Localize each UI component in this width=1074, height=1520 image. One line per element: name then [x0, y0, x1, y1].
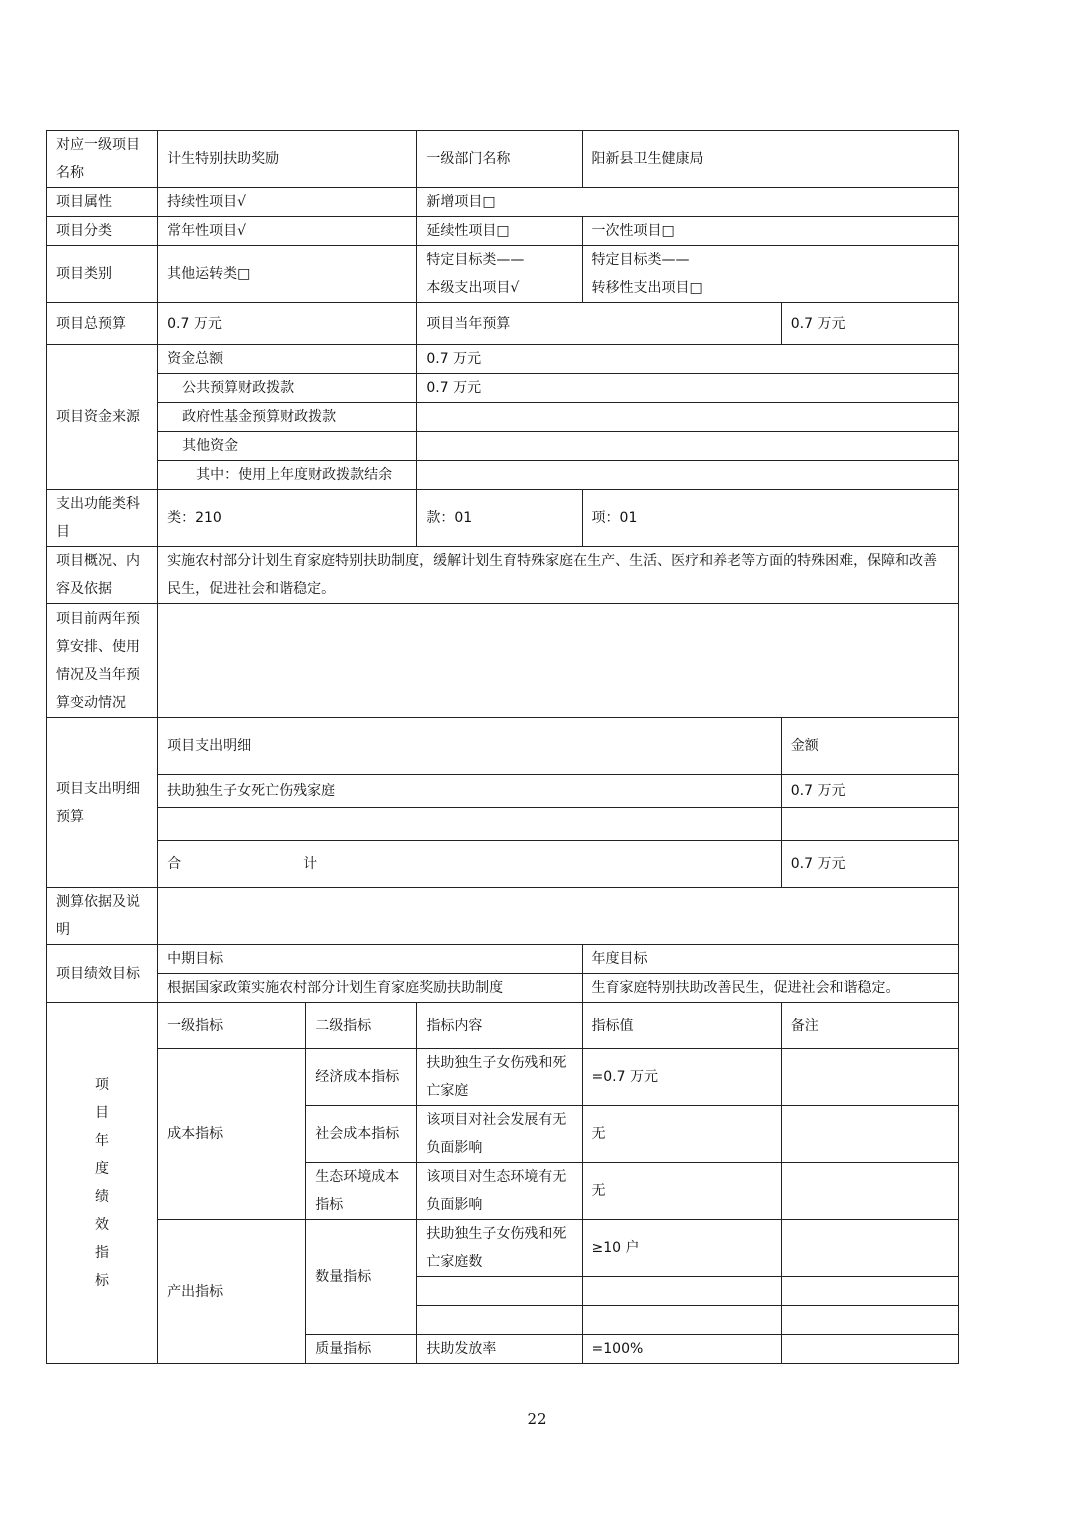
category-specific-local-line1: 特定目标类—— — [426, 252, 525, 268]
indicator-note — [781, 1220, 958, 1277]
indicator-content — [417, 1306, 582, 1335]
overview-text: 实施农村部分计划生育家庭特别扶助制度，缓解计划生育特殊家庭在生产、生活、医疗和养老等方面的特殊困难，保障和改善民生，促进社会和谐稳定。 — [158, 547, 959, 604]
indicator-note — [781, 1106, 958, 1163]
indicator-label-char: 目 — [95, 1105, 110, 1121]
project-name-value: 计生特别扶助奖励 — [158, 131, 417, 188]
dept-label: 一级部门名称 — [417, 131, 582, 188]
classification-regular: 常年性项目√ — [158, 217, 417, 246]
output-indicator-name: 产出指标 — [158, 1220, 306, 1364]
row-overview — [47, 547, 959, 604]
indicator-label-char: 项 — [95, 1077, 110, 1093]
category-specific-local — [417, 246, 582, 303]
row-funding-0 — [47, 345, 959, 374]
funding-name: 其他资金 — [158, 432, 417, 461]
indicator-label-char: 年 — [95, 1133, 110, 1149]
indicator-value: =0.7 万元 — [582, 1049, 781, 1106]
row-budget — [47, 303, 959, 345]
row-detail-header — [47, 718, 959, 775]
row-detail-1 — [47, 808, 959, 841]
funding-name: 其中：使用上年度财政拨款结余 — [158, 461, 417, 490]
detail-total-label — [158, 841, 782, 888]
classification-extended: 延续性项目□ — [417, 217, 582, 246]
row-calc-basis — [47, 888, 959, 945]
indicator-note — [781, 1335, 958, 1364]
row-classification — [47, 217, 959, 246]
project-name-label: 对应一级项目名称 — [47, 131, 158, 188]
funding-name: 政府性基金预算财政拨款 — [158, 403, 417, 432]
indicator-value: 无 — [582, 1106, 781, 1163]
indicator-value — [582, 1306, 781, 1335]
header-content: 指标内容 — [417, 1003, 582, 1049]
function-subject-lei: 类：210 — [158, 490, 417, 547]
detail-item — [158, 808, 782, 841]
indicator-note — [781, 1277, 958, 1306]
row-category — [47, 246, 959, 303]
funding-value: 0.7 万元 — [417, 345, 959, 374]
indicator-content: 扶助独生子女伤残和死亡家庭数 — [417, 1220, 582, 1277]
detail-amount: 0.7 万元 — [781, 775, 958, 808]
goals-annual: 生育家庭特别扶助改善民生，促进社会和谐稳定。 — [582, 974, 958, 1003]
goals-mid-label: 中期目标 — [158, 945, 582, 974]
row-detail-total — [47, 841, 959, 888]
funding-value — [417, 461, 959, 490]
indicator-value: =100% — [582, 1335, 781, 1364]
indicator-content: 该项目对生态环境有无负面影响 — [417, 1163, 582, 1220]
detail-item: 扶助独生子女死亡伤残家庭 — [158, 775, 782, 808]
budget-current-label: 项目当年预算 — [417, 303, 781, 345]
overview-label: 项目概况、内容及依据 — [47, 547, 158, 604]
function-subject-kuan: 款：01 — [417, 490, 582, 547]
calc-basis-label: 测算依据及说明 — [47, 888, 158, 945]
indicator-level2: 生态环境成本指标 — [306, 1163, 417, 1220]
category-specific-transfer-line1: 特定目标类—— — [591, 252, 690, 268]
category-specific-transfer-line2: 转移性支出项目□ — [591, 280, 703, 296]
quantity-indicator-label: 数量指标 — [306, 1220, 417, 1335]
budget-total-label: 项目总预算 — [47, 303, 158, 345]
header-level2: 二级指标 — [306, 1003, 417, 1049]
cost-indicator-name: 成本指标 — [158, 1049, 306, 1220]
classification-label: 项目分类 — [47, 217, 158, 246]
prior-text — [158, 604, 959, 718]
row-funding-1 — [47, 374, 959, 403]
funding-name: 资金总额 — [158, 345, 417, 374]
attribute-continuing: 持续性项目√ — [158, 188, 417, 217]
dept-value: 阳新县卫生健康局 — [582, 131, 958, 188]
indicator-note — [781, 1049, 958, 1106]
project-form-table — [46, 130, 959, 1364]
row-goals-content — [47, 974, 959, 1003]
header-note: 备注 — [781, 1003, 958, 1049]
indicator-content: 扶助独生子女伤残和死亡家庭 — [417, 1049, 582, 1106]
indicator-value: 无 — [582, 1163, 781, 1220]
row-indicator-header — [47, 1003, 959, 1049]
row-goals-header — [47, 945, 959, 974]
detail-label: 项目支出明细预算 — [47, 718, 158, 888]
row-prior — [47, 604, 959, 718]
funding-name: 公共预算财政拨款 — [158, 374, 417, 403]
attribute-label: 项目属性 — [47, 188, 158, 217]
indicator-content — [417, 1277, 582, 1306]
funding-label: 项目资金来源 — [47, 345, 158, 490]
indicator-content: 扶助发放率 — [417, 1335, 582, 1364]
detail-col-item: 项目支出明细 — [158, 718, 782, 775]
goals-annual-label: 年度目标 — [582, 945, 958, 974]
indicator-level2: 社会成本指标 — [306, 1106, 417, 1163]
goals-mid: 根据国家政策实施农村部分计划生育家庭奖励扶助制度 — [158, 974, 582, 1003]
row-project-name — [47, 131, 959, 188]
function-subject-label: 支出功能类科目 — [47, 490, 158, 547]
category-specific-local-line2: 本级支出项目√ — [426, 280, 520, 296]
detail-total-left: 合 — [167, 856, 182, 872]
row-cost-0 — [47, 1049, 959, 1106]
attribute-new: 新增项目□ — [417, 188, 959, 217]
category-label: 项目类别 — [47, 246, 158, 303]
row-output-0 — [47, 1220, 959, 1277]
calc-basis-text — [158, 888, 959, 945]
indicator-label-char: 标 — [95, 1273, 110, 1289]
header-value: 指标值 — [582, 1003, 781, 1049]
prior-label: 项目前两年预算安排、使用情况及当年预算变动情况 — [47, 604, 158, 718]
row-detail-0 — [47, 775, 959, 808]
indicator-label-char: 绩 — [95, 1189, 110, 1205]
header-level1: 一级指标 — [158, 1003, 306, 1049]
funding-value: 0.7 万元 — [417, 374, 959, 403]
indicator-label-char: 效 — [95, 1217, 110, 1233]
budget-current-value: 0.7 万元 — [781, 303, 958, 345]
indicator-value — [582, 1277, 781, 1306]
row-funding-4 — [47, 461, 959, 490]
indicator-note — [781, 1163, 958, 1220]
indicators-label — [47, 1003, 158, 1364]
indicator-note — [781, 1306, 958, 1335]
classification-one-time: 一次性项目□ — [582, 217, 958, 246]
row-funding-2 — [47, 403, 959, 432]
quality-indicator-label: 质量指标 — [306, 1335, 417, 1364]
indicator-level2: 经济成本指标 — [306, 1049, 417, 1106]
funding-value — [417, 432, 959, 461]
function-subject-xiang: 项：01 — [582, 490, 958, 547]
row-funding-3 — [47, 432, 959, 461]
detail-total-right: 计 — [303, 856, 318, 872]
budget-total-value: 0.7 万元 — [158, 303, 417, 345]
indicator-label-char: 度 — [95, 1161, 110, 1177]
row-function-subject — [47, 490, 959, 547]
row-attribute — [47, 188, 959, 217]
indicator-content: 该项目对社会发展有无负面影响 — [417, 1106, 582, 1163]
detail-col-amount: 金额 — [781, 718, 958, 775]
category-other: 其他运转类□ — [158, 246, 417, 303]
detail-total-amount: 0.7 万元 — [781, 841, 958, 888]
category-specific-transfer — [582, 246, 958, 303]
goals-label: 项目绩效目标 — [47, 945, 158, 1003]
funding-value — [417, 403, 959, 432]
indicator-label-char: 指 — [95, 1245, 110, 1261]
indicator-value: ≥10 户 — [582, 1220, 781, 1277]
detail-amount — [781, 808, 958, 841]
page-number: 22 — [527, 1410, 547, 1428]
